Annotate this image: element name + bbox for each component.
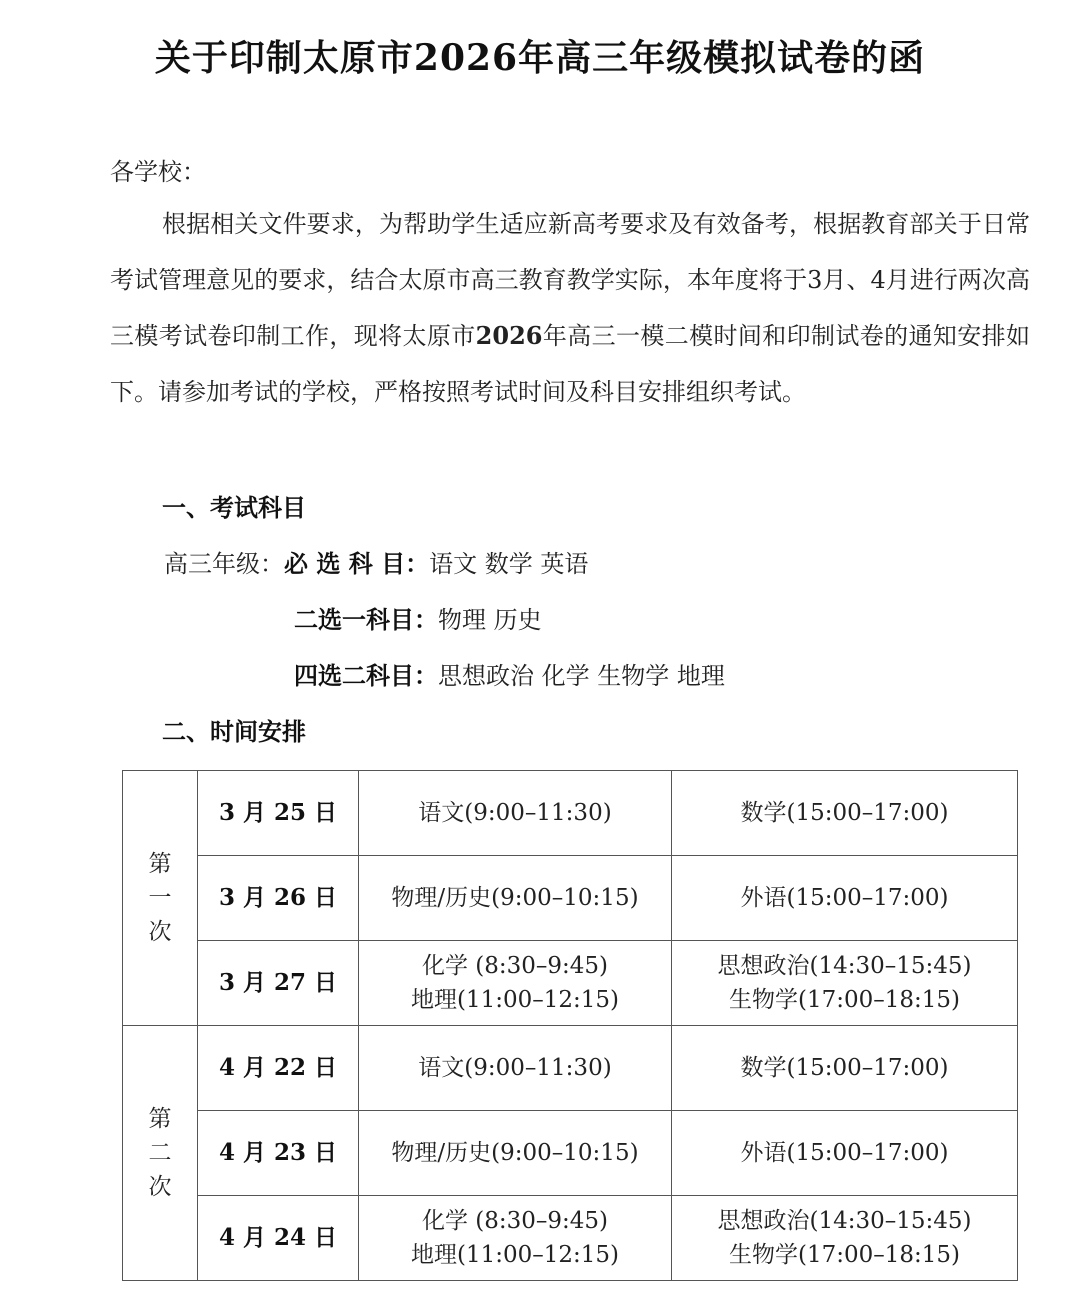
afternoon-session (672, 1196, 1018, 1281)
table-row (123, 1026, 1018, 1111)
required-value: 语文 数学 英语 (429, 550, 589, 578)
choose-two-label: 四选二科目： (294, 661, 438, 690)
session-text: 化学 (8:30–9:45) (421, 1208, 609, 1234)
body-text-part2: 年高三一模二模时间和印制试卷的通知安排如下。请参加考试的学校，严格按照考试时间及科目安排组织考试。 (110, 322, 1031, 406)
round-char: 第 (148, 851, 172, 877)
exam-date: 3 月 27 日 (198, 941, 359, 1026)
body-paragraph (110, 196, 1030, 420)
choose-one-label: 二选一科目： (294, 605, 438, 634)
grade-label: 高三年级： (164, 550, 284, 578)
session-text: 思想政治(14:30–15:45) (717, 1208, 972, 1234)
session-text: 生物学(17:00–18:15) (728, 1242, 960, 1268)
morning-session (359, 1111, 672, 1196)
section-heading-subjects: 一、考试科目 (162, 493, 306, 522)
session-text: 数学(15:00–17:00) (740, 800, 949, 826)
table-row (123, 1111, 1018, 1196)
session-text: 化学 (8:30–9:45) (421, 953, 609, 979)
round-char: 一 (148, 885, 172, 911)
morning-session (359, 856, 672, 941)
exam-date: 4 月 22 日 (198, 1026, 359, 1111)
session-text: 物理/历史(9:00–10:15) (391, 1140, 639, 1166)
session-text: 地理(11:00–12:15) (410, 987, 619, 1013)
table-row (123, 856, 1018, 941)
round-char: 次 (148, 1174, 172, 1200)
exam-date: 3 月 26 日 (198, 856, 359, 941)
afternoon-session (672, 771, 1018, 856)
session-text: 语文(9:00–11:30) (418, 1055, 612, 1081)
morning-session (359, 1026, 672, 1111)
subjects-choose-one-line (294, 600, 542, 635)
subjects-choose-two-line (294, 656, 725, 691)
body-year: 2026 (475, 321, 543, 350)
session-text: 思想政治(14:30–15:45) (717, 953, 972, 979)
table-row (123, 771, 1018, 856)
subjects-required-line (164, 544, 588, 579)
schedule-table (122, 770, 1018, 1281)
session-text: 地理(11:00–12:15) (410, 1242, 619, 1268)
required-label: 必 选 科 目： (284, 549, 430, 578)
table-row (123, 941, 1018, 1026)
session-text: 外语(15:00–17:00) (740, 1140, 949, 1166)
round-char: 第 (148, 1106, 172, 1132)
afternoon-session (672, 1111, 1018, 1196)
afternoon-session (672, 941, 1018, 1026)
morning-session (359, 1196, 672, 1281)
exam-date: 3 月 25 日 (198, 771, 359, 856)
round-label-second (123, 1026, 198, 1281)
afternoon-session (672, 1026, 1018, 1111)
session-text: 数学(15:00–17:00) (740, 1055, 949, 1081)
round-char: 二 (148, 1140, 172, 1166)
session-text: 语文(9:00–11:30) (418, 800, 612, 826)
section-heading-schedule: 二、时间安排 (162, 717, 306, 746)
exam-date: 4 月 23 日 (198, 1111, 359, 1196)
choose-two-value: 思想政治 化学 生物学 地理 (438, 662, 725, 690)
session-text: 生物学(17:00–18:15) (728, 987, 960, 1013)
table-row (123, 1196, 1018, 1281)
morning-session (359, 771, 672, 856)
salutation: 各学校： (110, 158, 206, 186)
morning-session (359, 941, 672, 1026)
body-text-part1: 根据相关文件要求，为帮助学生适应新高考要求及有效备考，根据教育部关于日常考试管理意见的要求，结合太原市高三教育教学实际，本年度将于3月、4月进行两次高三模考试卷印制工作，现将太原市 (110, 210, 1030, 350)
afternoon-session (672, 856, 1018, 941)
exam-date: 4 月 24 日 (198, 1196, 359, 1281)
document-title: 关于印制太原市2026年高三年级模拟试卷的函 (154, 37, 926, 79)
session-text: 外语(15:00–17:00) (740, 885, 949, 911)
session-text: 物理/历史(9:00–10:15) (391, 885, 639, 911)
choose-one-value: 物理 历史 (438, 606, 542, 634)
round-char: 次 (148, 919, 172, 945)
round-label-first (123, 771, 198, 1026)
